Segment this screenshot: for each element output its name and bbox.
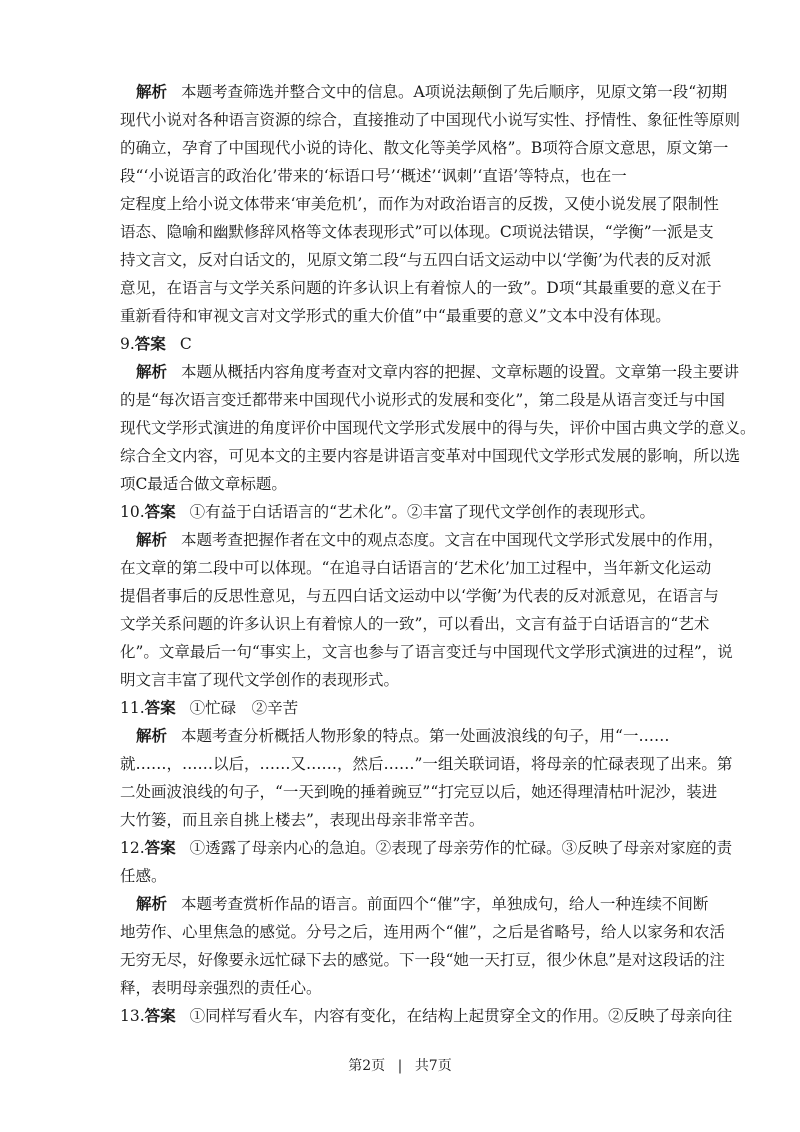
paragraph-text: 项C最适合做文章标题。 — [120, 475, 287, 493]
paragraph-text: 现代文学形式演进的角度评价中国现代文学形式发展中的得与失，评价中国古典文学的意义。 — [120, 419, 756, 437]
section-label: 答案 — [144, 503, 176, 521]
text-line — [0, 162, 800, 190]
text-line — [0, 498, 800, 526]
paragraph-text: 无穷无尽，好像要永远忙碌下去的感觉。下一段“她一天打豆，很少休息”是对这段话的注 — [120, 951, 725, 969]
text-line — [0, 610, 800, 638]
paragraph-text: 释，表明母亲强烈的责任心。 — [120, 979, 322, 997]
paragraph-text: C — [179, 335, 192, 353]
paragraph-text: 现代小说对各种语言资源的综合，直接推动了中国现代小说写实性、抒情性、象征性等原则 — [120, 111, 741, 129]
section-label: 解析 — [136, 531, 168, 549]
text-line — [0, 106, 800, 134]
paragraph-text: 综合全文内容，可见本文的主要内容是讲语言变革对中国现代文学形式发展的影响，所以选 — [120, 447, 741, 465]
paragraph-text: 任感。 — [120, 867, 167, 885]
section-label: 答案 — [144, 1007, 176, 1025]
text-line — [0, 1002, 800, 1030]
question-number: 10. — [120, 503, 145, 521]
text-line — [0, 246, 800, 274]
paragraph-text: ①透露了母亲内心的急迫。②表现了母亲劳作的忙碌。③反映了母亲对家庭的责 — [189, 839, 733, 857]
paragraph-text: 段“‘小说语言的政治化’带来的‘标语口号’‘概述’‘讽刺’‘直语’等特点，也在一 — [120, 167, 627, 185]
page-total: 共7页 — [414, 1058, 452, 1074]
section-label: 答案 — [134, 335, 166, 353]
text-line — [0, 78, 800, 106]
paragraph-text: 本题考查把握作者在文中的观点态度。文言在中国现代文学形式发展中的作用， — [181, 531, 724, 549]
question-number: 13. — [120, 1007, 145, 1025]
section-label: 解析 — [136, 83, 168, 101]
paragraph-text: 的确立，孕育了中国现代小说的诗化、散文化等美学风格”。B项符合原文意思，原文第一 — [120, 139, 729, 157]
text-line — [0, 134, 800, 162]
paragraph-text: 语态、隐喻和幽默修辞风格等文体表现形式”可以体现。C项说法错误，“学衡”一派是支 — [120, 223, 714, 241]
text-line — [0, 218, 800, 246]
text-line — [0, 386, 800, 414]
paragraph-text: 本题考查分析概括人物形象的特点。第一处画波浪线的句子，用“一…… — [181, 727, 670, 745]
paragraph-text: 本题考查筛选并整合文中的信息。A项说法颠倒了先后顺序，见原文第一段“初期 — [181, 83, 728, 101]
paragraph-text: 二处画波浪线的句子，“一天到晚的捶着豌豆”“打完豆以后，她还得理清枯叶泥沙，装进 — [120, 783, 718, 801]
text-line — [0, 834, 800, 862]
question-number: 9. — [120, 335, 135, 353]
text-line — [0, 750, 800, 778]
paragraph-text: 持文言文，反对白话文的，见原文第二段“与五四白话文运动中以‘学衡’为代表的反对派 — [120, 251, 712, 269]
paragraph-text: 的是“每次语言变迁都带来中国现代小说形式的发展和变化”，第二段是从语言变迁与中国 — [120, 391, 725, 409]
paragraph-text: 意见，在语言与文学关系问题的许多认识上有着惊人的一致”。D项“其最重要的意义在于 — [120, 279, 722, 297]
text-line — [0, 414, 800, 442]
text-line — [0, 470, 800, 498]
section-label: 答案 — [144, 699, 176, 717]
text-line — [0, 582, 800, 610]
text-line — [0, 918, 800, 946]
paragraph-text: ①有益于白话语言的“艺术化”。②丰富了现代文学创作的表现形式。 — [189, 503, 656, 521]
text-line — [0, 694, 800, 722]
page-number: 第2页 — [348, 1058, 386, 1074]
text-line — [0, 778, 800, 806]
text-line — [0, 358, 800, 386]
paragraph-text: 大竹篓，而且亲自挑上楼去”，表现出母亲非常辛苦。 — [120, 811, 485, 829]
question-number: 12. — [120, 839, 145, 857]
text-line — [0, 554, 800, 582]
paragraph-text: ①忙碌 ②辛苦 — [189, 699, 299, 717]
paragraph-text: ①同样写看火车，内容有变化，在结构上起贯穿全文的作用。②反映了母亲向往 — [189, 1007, 733, 1025]
text-line — [0, 890, 800, 918]
section-label: 答案 — [144, 839, 176, 857]
text-line — [0, 442, 800, 470]
paragraph-text: 本题从概括内容角度考查对文章内容的把握、文章标题的设置。文章第一段主要讲 — [181, 363, 740, 381]
text-line — [0, 526, 800, 554]
page-footer — [0, 1054, 800, 1078]
section-label: 解析 — [136, 895, 168, 913]
paragraph-text: 重新看待和审视文言对文学形式的重大价值”中“最重要的意义”文本中没有体现。 — [120, 307, 671, 325]
paragraph-text: 化”。文章最后一句“事实上，文言也参与了语言变迁与中国现代文学形式演进的过程”，说 — [120, 643, 733, 661]
paragraph-text: 本题考查赏析作品的语言。前面四个“催”字，单独成句，给人一种连续不间断 — [181, 895, 709, 913]
text-line — [0, 330, 800, 358]
section-label: 解析 — [136, 727, 168, 745]
text-line — [0, 638, 800, 666]
text-line — [0, 862, 800, 890]
footer-separator: | — [397, 1058, 403, 1074]
section-label: 解析 — [136, 363, 168, 381]
text-line — [0, 722, 800, 750]
text-line — [0, 946, 800, 974]
paragraph-text: 明文言丰富了现代文学创作的表现形式。 — [120, 671, 400, 689]
paragraph-text: 地劳作、心里焦急的感觉。分号之后，连用两个“催”，之后是省略号，给人以家务和农活 — [120, 923, 725, 941]
paragraph-text: 就……，……以后，……又……，然后……”一组关联词语，将母亲的忙碌表现了出来。第 — [120, 755, 733, 773]
paragraph-text: 定程度上给小说文体带来‘审美危机’，而作为对政治语言的反拨，又使小说发展了限制性 — [120, 195, 719, 213]
paragraph-text: 文学关系问题的许多认识上有着惊人的一致”，可以看出，文言有益于白话语言的“艺术 — [120, 615, 710, 633]
text-line — [0, 666, 800, 694]
text-line — [0, 806, 800, 834]
text-line — [0, 190, 800, 218]
text-line — [0, 302, 800, 330]
paragraph-text: 在文章的第二段中可以体现。“在追寻白话语言的‘艺术化’加工过程中，当年新文化运动 — [120, 559, 712, 577]
text-line — [0, 974, 800, 1002]
question-number: 11. — [120, 699, 145, 717]
paragraph-text: 提倡者事后的反思性意见，与五四白话文运动中以‘学衡’为代表的反对派意见，在语言与 — [120, 587, 719, 605]
text-line — [0, 274, 800, 302]
